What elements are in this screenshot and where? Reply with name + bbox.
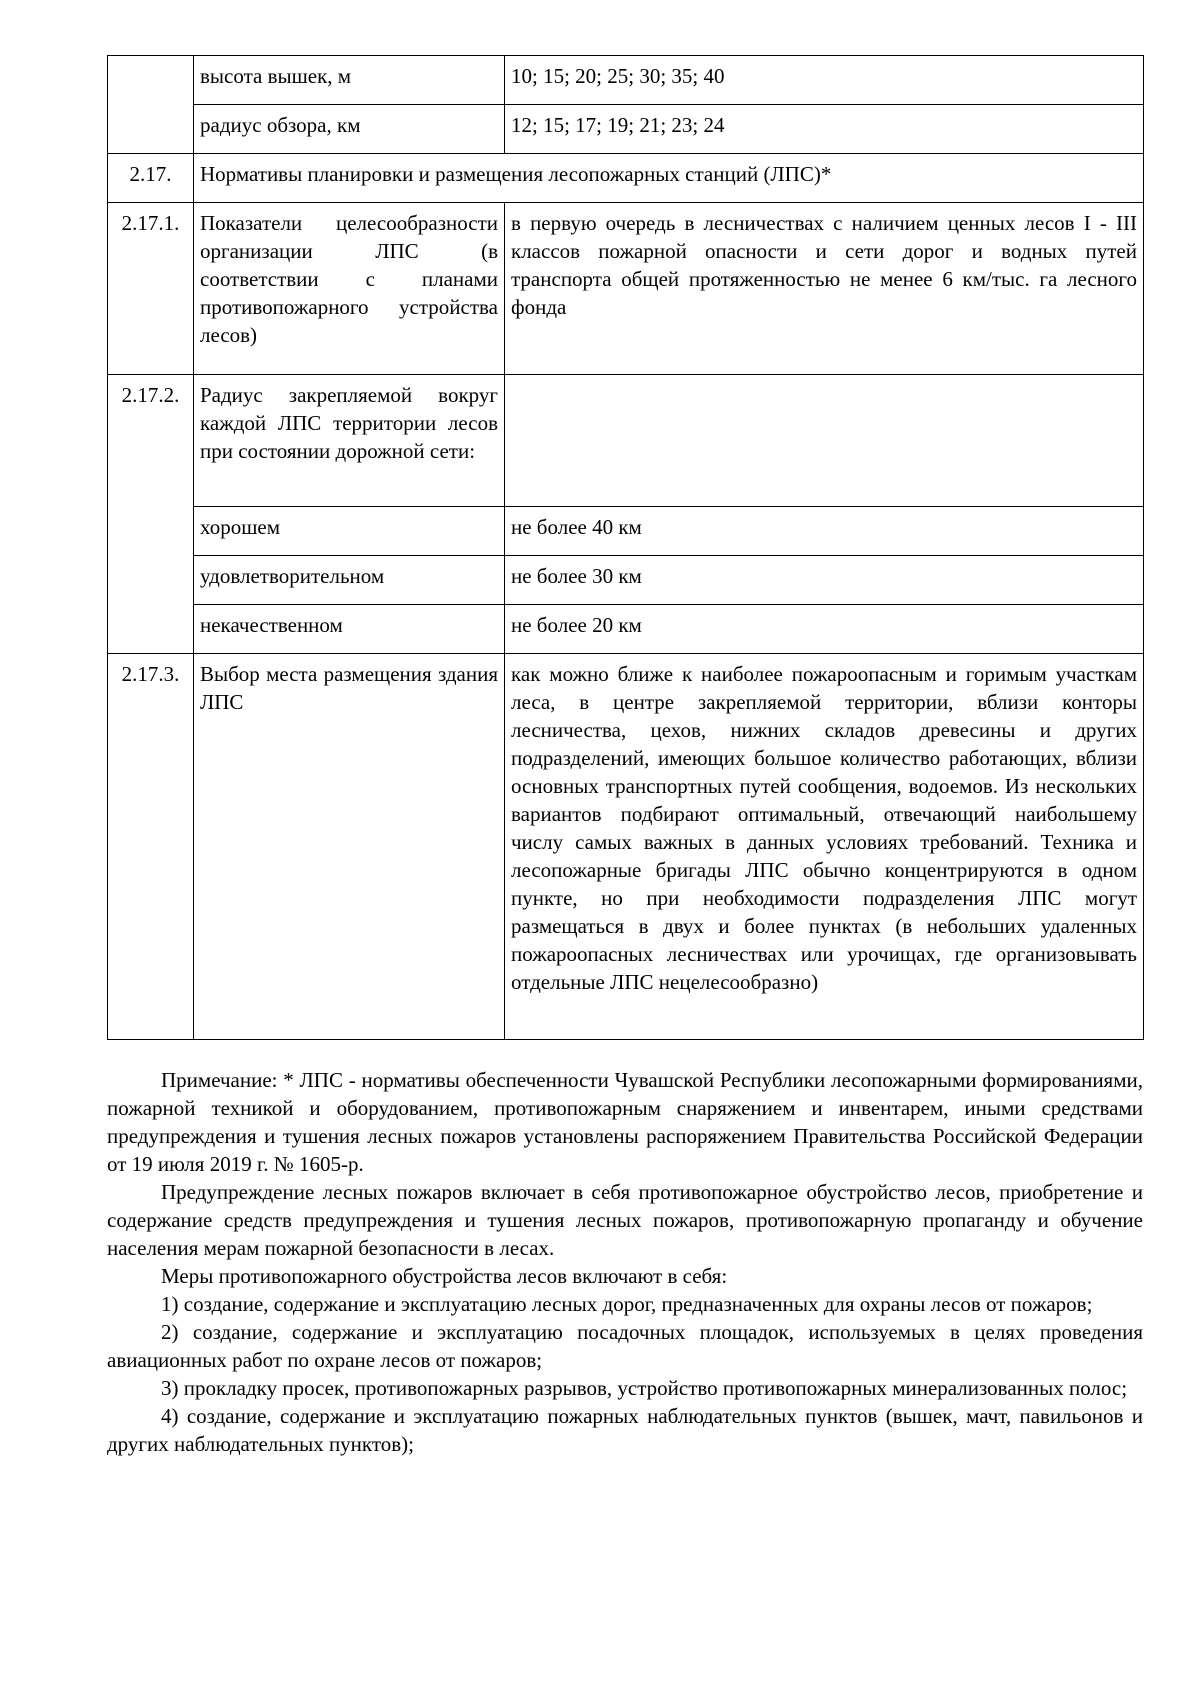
table-row <box>108 56 1144 105</box>
table-row <box>108 375 1144 507</box>
table-row <box>108 154 1144 203</box>
table-row <box>108 556 1144 605</box>
list-item: 3) прокладку просек, противопожарных разрывов, устройство противопожарных минерализованных полос; <box>161 1376 1128 1400</box>
item-value: в первую очередь в лесничествах с наличием ценных лесов I - III классов пожарной опасности и сети дорог и водных путей транспорта общей протяженностью не менее 6 км/тыс. га лесного фонда <box>505 203 1144 375</box>
table-row <box>108 203 1144 375</box>
view-radius-value: 12; 15; 17; 19; 21; 23; 24 <box>505 105 1144 154</box>
norms-table <box>107 55 1144 1040</box>
road-good-label: хорошем <box>194 507 505 556</box>
table-cell-empty <box>505 375 1144 507</box>
road-satisfactory-label: удовлетворительном <box>194 556 505 605</box>
road-satisfactory-value: не более 30 км <box>505 556 1144 605</box>
road-poor-label: некачественном <box>194 605 505 654</box>
list-item: 2) создание, содержание и эксплуатацию посадочных площадок, используемых в целях проведения авиационных работ по охране лесов от пожаров; <box>107 1320 1143 1372</box>
table-row <box>108 105 1144 154</box>
tower-height-value: 10; 15; 20; 25; 30; 35; 40 <box>505 56 1144 105</box>
table-cell-empty <box>108 56 194 154</box>
notes-section <box>107 1066 1143 1458</box>
item-label: Радиус закрепляемой вокруг каждой ЛПС территории лесов при состоянии дорожной сети: <box>194 375 505 507</box>
paragraph: Предупреждение лесных пожаров включает в себя противопожарное обустройство лесов, приобретение и содержание средств предупреждения и тушения лесных пожаров, противопожарную пропаганду и обучение населения мерам пожарной безопасности в лесах. <box>107 1180 1143 1260</box>
section-title: Нормативы планировки и размещения лесопожарных станций (ЛПС)* <box>194 154 1144 203</box>
document-page <box>107 55 1143 1458</box>
view-radius-label: радиус обзора, км <box>194 105 505 154</box>
table-row <box>108 654 1144 1040</box>
paragraph: Меры противопожарного обустройства лесов включают в себя: <box>161 1264 728 1288</box>
list-item: 4) создание, содержание и эксплуатацию пожарных наблюдательных пунктов (вышек, мачт, павильонов и других наблюдательных пунктов); <box>107 1404 1143 1456</box>
item-value: как можно ближе к наиболее пожароопасным и горимым участкам леса, в центре закрепляемой территории, вблизи конторы лесничества, цехов, нижних складов древесины и других подразделений, имеющих большое количество работающих, вблизи основных транспортных путей сообщения, водоемов. Из нескольких вариантов подбирают оптимальный, отвечающий наибольшему числу самых важных в данных условиях требований. Техника и лесопожарные бригады ЛПС обычно концентрируются в одном пункте, но при необходимости подразделения ЛПС могут размещаться в двух и более пунктах (в небольших удаленных пожароопасных лесничествах или урочищах, где организовывать отдельные ЛПС нецелесообразно) <box>505 654 1144 1040</box>
table-row <box>108 507 1144 556</box>
table-row <box>108 605 1144 654</box>
road-poor-value: не более 20 км <box>505 605 1144 654</box>
section-number: 2.17. <box>108 154 194 203</box>
list-item: 1) создание, содержание и эксплуатацию лесных дорог, предназначенных для охраны лесов от пожаров; <box>161 1292 1093 1316</box>
tower-height-label: высота вышек, м <box>194 56 505 105</box>
road-good-value: не более 40 км <box>505 507 1144 556</box>
item-number: 2.17.3. <box>108 654 194 1040</box>
item-label: Выбор места размещения здания ЛПС <box>194 654 505 1040</box>
footnote: Примечание: * ЛПС - нормативы обеспеченности Чувашской Республики лесопожарными формированиями, пожарной техникой и оборудованием, противопожарным снаряжением и инвентарем, иными средствами предупреждения и тушения лесных пожаров установлены распоряжением Правительства Российской Федерации от 19 июля 2019 г. № 1605-р. <box>107 1068 1143 1176</box>
item-label: Показатели целесообразности организации ЛПС (в соответствии с планами противопожарного устройства лесов) <box>194 203 505 375</box>
item-number: 2.17.1. <box>108 203 194 375</box>
item-number: 2.17.2. <box>108 375 194 654</box>
